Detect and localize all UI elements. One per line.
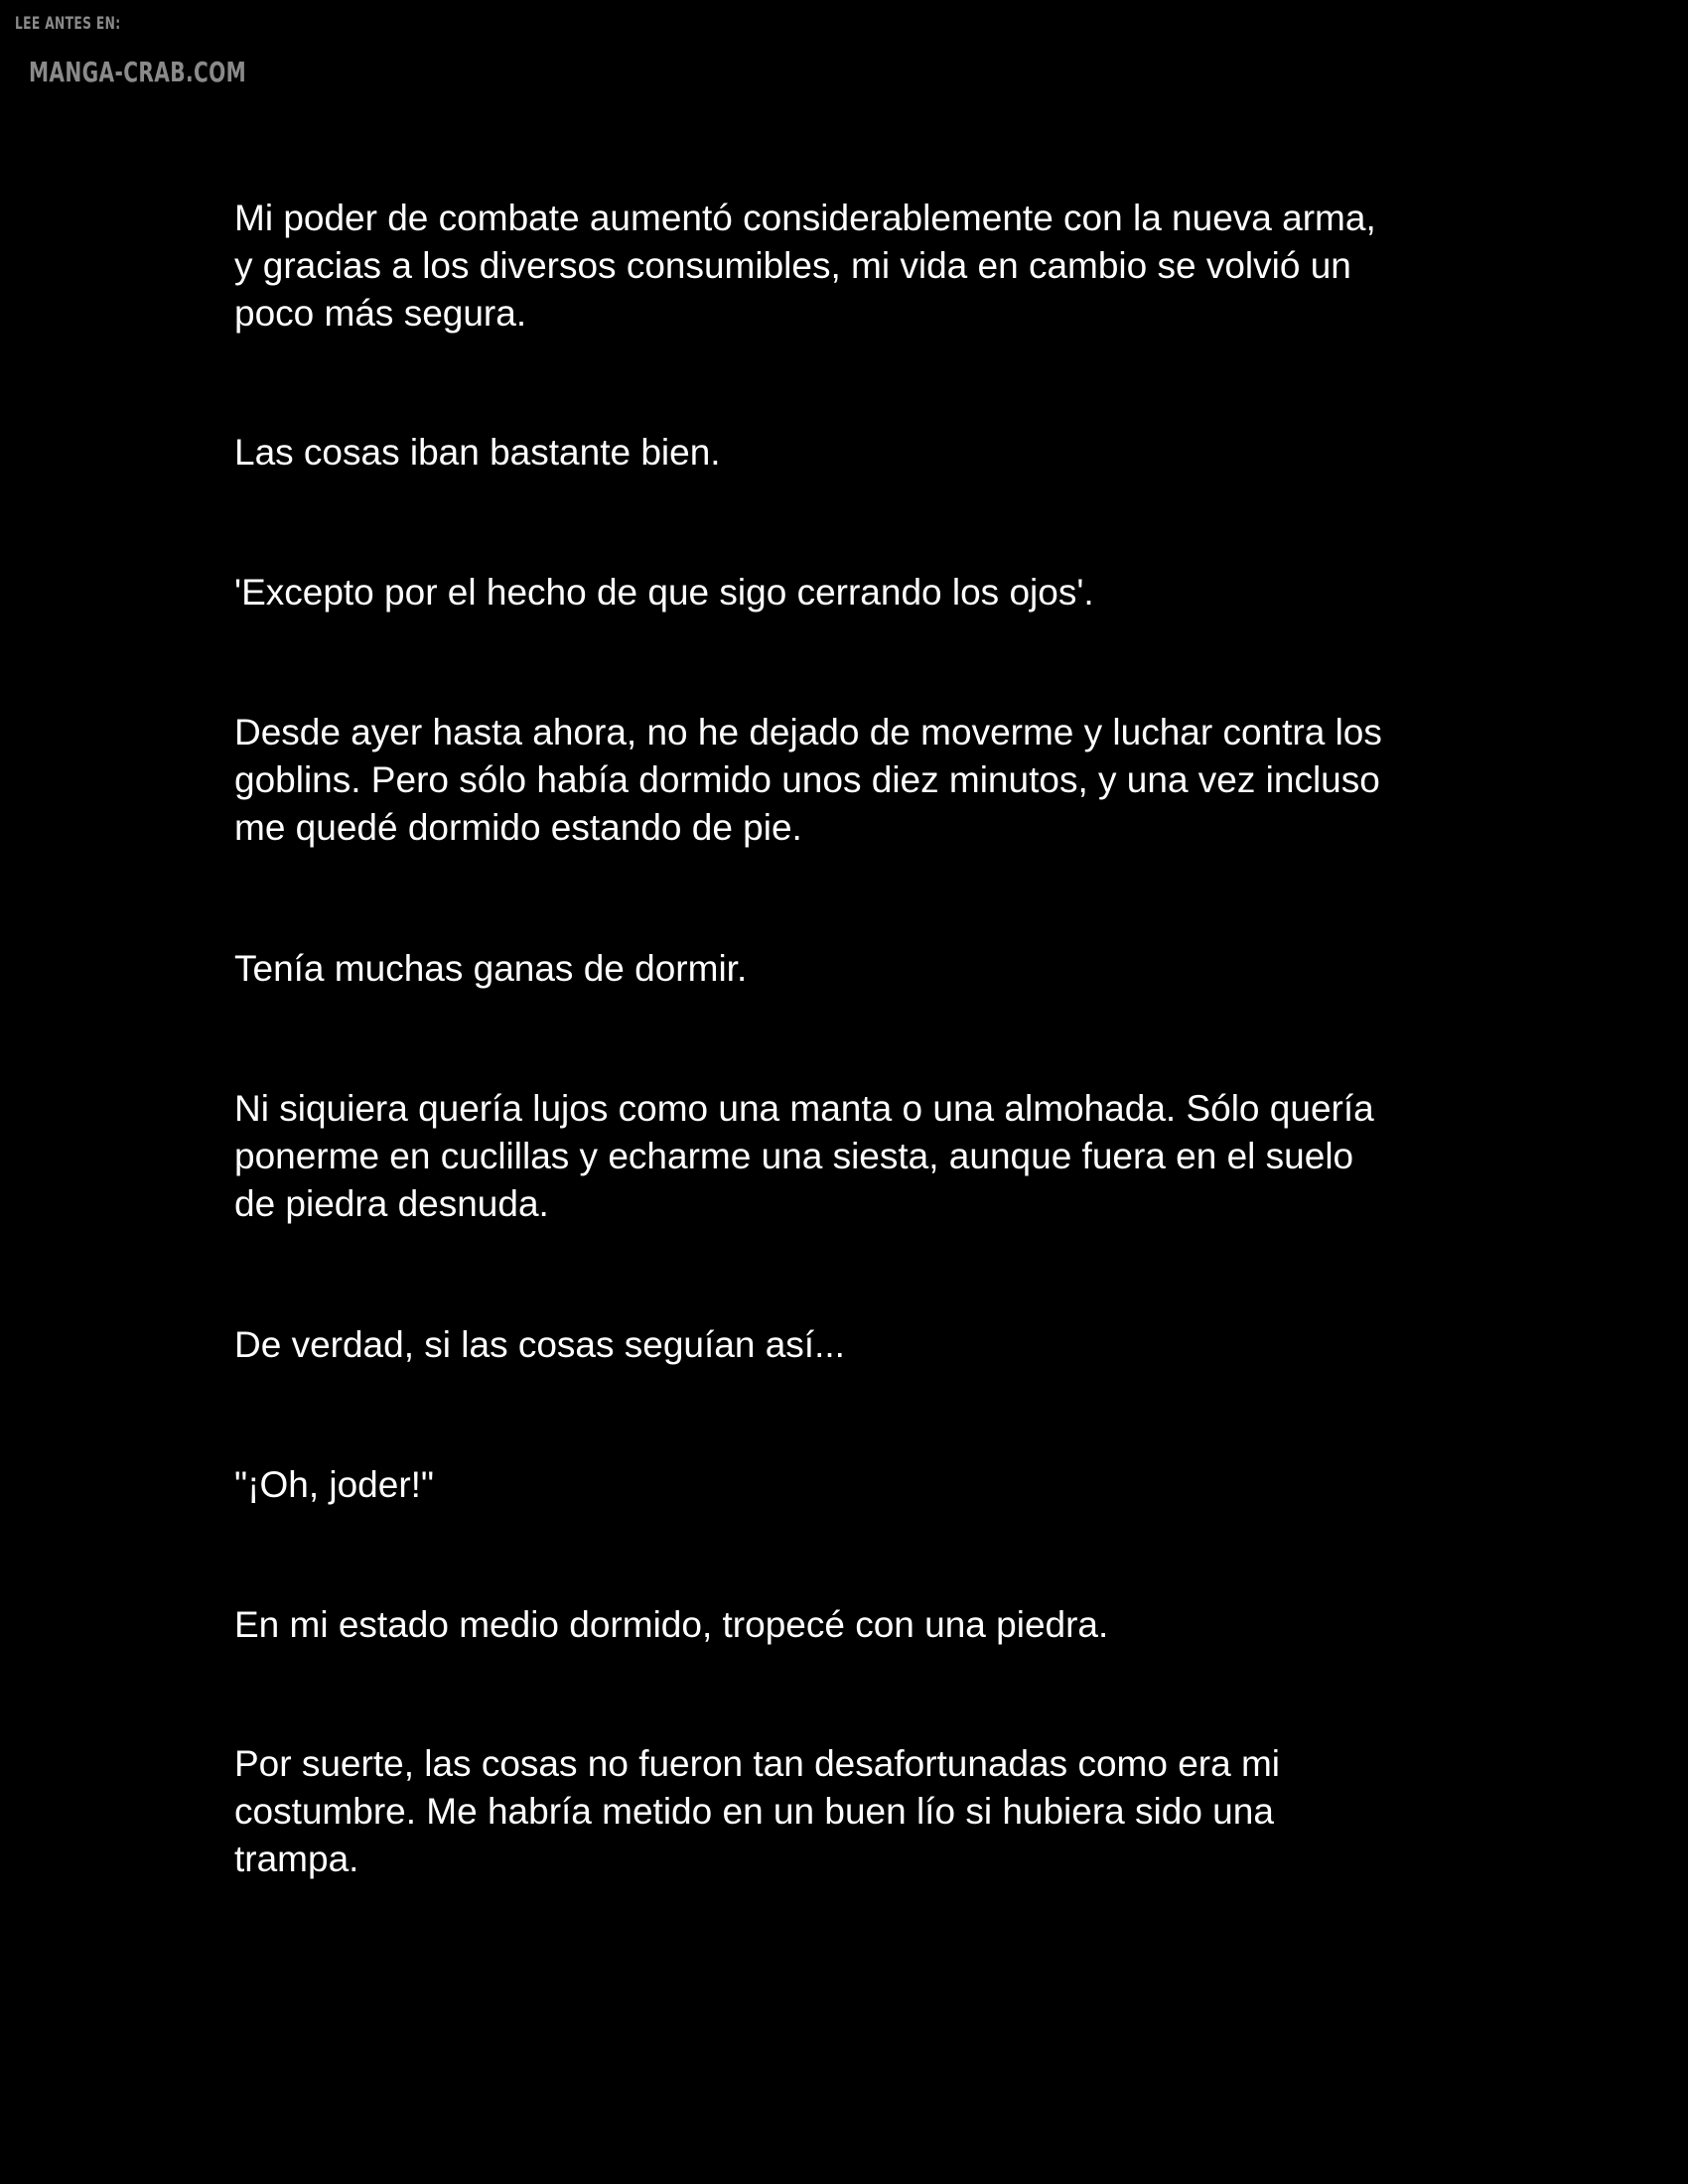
paragraph-7: De verdad, si las cosas seguían así...: [234, 1324, 845, 1365]
paragraph-1: Mi poder de combate aumentó considerablemente con la nueva arma, y gracias a los diversos consumibles, mi vida en cambio se volvió un poco más segura.: [234, 198, 1376, 334]
paragraph-2: Las cosas iban bastante bien.: [234, 432, 721, 473]
paragraph-6: Ni siquiera quería lujos como una manta o una almohada. Sólo quería ponerme en cuclillas y echarme una siesta, aunque fuera en el suelo de piedra desnuda.: [234, 1088, 1374, 1224]
paragraph-8: "¡Oh, joder!": [234, 1464, 435, 1505]
watermark-site-name: MANGA-CRAB.COM: [29, 56, 247, 88]
watermark-read-first-label: LEE ANTES EN:: [15, 14, 121, 34]
paragraph-3: 'Excepto por el hecho de que sigo cerrando los ojos'.: [234, 572, 1094, 613]
paragraph-9: En mi estado medio dormido, tropecé con una piedra.: [234, 1604, 1109, 1645]
paragraph-5: Tenía muchas ganas de dormir.: [234, 948, 748, 989]
paragraph-10: Por suerte, las cosas no fueron tan desafortunadas como era mi costumbre. Me habría metido en un buen lío si hubiera sido una trampa.: [234, 1743, 1281, 1879]
paragraph-4: Desde ayer hasta ahora, no he dejado de moverme y luchar contra los goblins. Pero sólo había dormido unos diez minutos, y una vez incluso me quedé dormido estando de pie.: [234, 712, 1382, 848]
